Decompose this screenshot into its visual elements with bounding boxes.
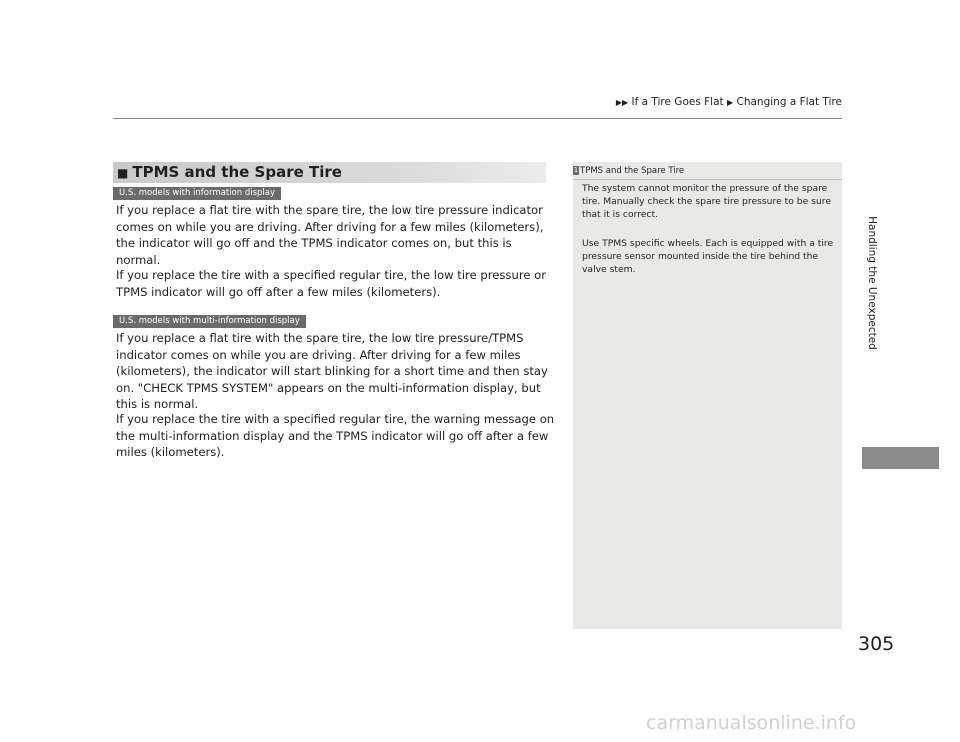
sidebar-divider <box>573 179 842 180</box>
chapter-marker <box>862 447 939 469</box>
section-header <box>113 162 546 183</box>
arrow-icon: ▶ <box>727 98 734 107</box>
sidebar-heading <box>573 166 842 176</box>
model-tag-info-display: U.S. models with information display <box>113 187 281 200</box>
breadcrumb-item-flat-tire: If a Tire Goes Flat <box>631 96 724 108</box>
sidebar-notes <box>573 162 842 629</box>
chapter-tab <box>862 118 882 448</box>
watermark: carmanualsonline.info <box>646 712 857 734</box>
section-title-text: TPMS and the Spare Tire <box>132 163 342 181</box>
paragraph-multi-2: If you replace the tire with a specified regular tire, the warning message on the multi-information display and the TPMS indicator will go off after a few miles (kilometers). <box>116 412 555 459</box>
paragraph-info-1: If you replace a flat tire with the spare tire, the low tire pressure indicator comes on while you are driving. After driving for a few miles (kilometers), the indicator will go off and the TPMS indicator comes on, but this is normal. <box>116 203 544 267</box>
chapter-tab-label: Handling the Unexpected <box>866 216 878 350</box>
paragraph-info-2: If you replace the tire with a specified regular tire, the low tire pressure or TPMS indicator will go off after a few miles (kilometers). <box>116 268 547 299</box>
page-number: 305 <box>858 633 895 655</box>
breadcrumb <box>616 96 842 108</box>
square-bullet-icon: ■ <box>117 166 129 180</box>
model-tag-multi-info-display: U.S. models with multi-information display <box>113 315 306 328</box>
sidebar-heading-text: TPMS and the Spare Tire <box>580 166 685 176</box>
sidebar-paragraph-1: The system cannot monitor the pressure of the spare tire. Manually check the spare tire pressure to be sure that it is correct. <box>582 183 832 220</box>
reference-number-icon: 1 <box>573 166 579 174</box>
section-title <box>117 163 342 181</box>
header-divider <box>113 118 842 119</box>
double-arrow-icon: ▶▶ <box>615 98 629 107</box>
sidebar-paragraph-2: Use TPMS specific wheels. Each is equipped with a tire pressure sensor mounted inside the tire behind the valve stem. <box>582 238 834 275</box>
breadcrumb-item-changing-tire: Changing a Flat Tire <box>736 96 842 108</box>
paragraph-multi-1: If you replace a flat tire with the spare tire, the low tire pressure/TPMS indicator comes on while you are driving. After driving for a few miles (kilometers), the indicator will start blinking for a short time and then stay on. "CHECK TPMS SYSTEM" appears on the multi-information display, but this is normal. <box>116 331 548 411</box>
